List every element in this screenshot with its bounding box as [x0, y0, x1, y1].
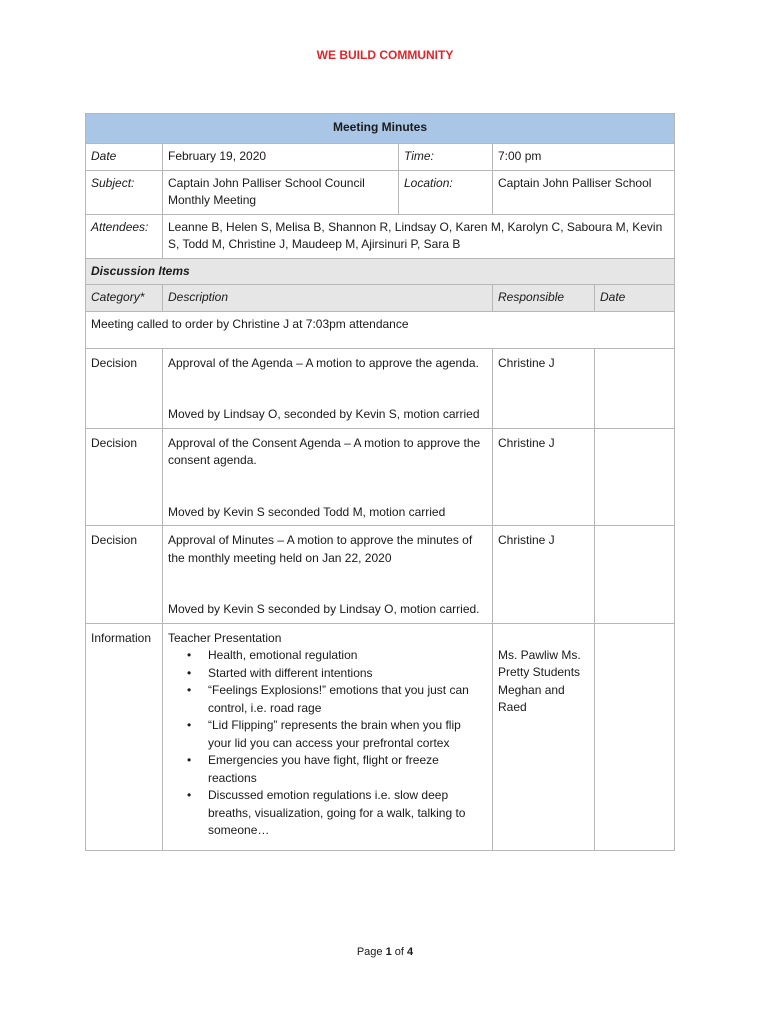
item-description: Teacher Presentation — [168, 630, 282, 645]
list-item: • Emergencies you have fight, flight or freeze reactions — [208, 752, 487, 787]
item-date — [595, 623, 675, 850]
subject-label: Subject: — [86, 170, 163, 214]
item-motion: Moved by Kevin S seconded by Lindsay O, motion carried. — [168, 602, 480, 616]
item-date — [595, 428, 675, 526]
item-responsible: Christine J — [493, 348, 595, 428]
attendees-label: Attendees: — [86, 214, 163, 258]
table-heading-row — [86, 114, 675, 144]
item-description-cell — [163, 348, 493, 428]
of-word: of — [394, 946, 404, 958]
item-date — [595, 348, 675, 428]
meeting-minutes-table — [85, 113, 675, 851]
item-motion: Moved by Lindsay O, seconded by Kevin S, motion carried — [168, 407, 480, 421]
list-item: • “Lid Flipping” represents the brain when you flip your lid you can access your prefrontal cortex — [208, 717, 487, 752]
location-label: Location: — [399, 170, 493, 214]
item-motion: Moved by Kevin S seconded Todd M, motion carried — [168, 504, 446, 519]
column-header-date: Date — [595, 285, 675, 312]
item-category: Information — [86, 623, 163, 850]
list-item: • Discussed emotion regulations i.e. slow deep breaths, visualization, going for a walk, talking to someone… — [208, 787, 487, 840]
item-description: Approval of the Consent Agenda – A motion to approve the consent agenda. — [168, 435, 481, 467]
date-row — [86, 144, 675, 171]
column-header-row — [86, 285, 675, 312]
page-current: 1 — [385, 946, 392, 958]
item-description-cell — [163, 623, 493, 850]
bullet-list — [168, 647, 487, 840]
list-item: • Started with different intentions — [208, 665, 487, 683]
call-to-order-row — [86, 311, 675, 348]
list-item: • Health, emotional regulation — [208, 647, 487, 665]
column-header-responsible: Responsible — [493, 285, 595, 312]
time-label: Time: — [399, 144, 493, 171]
table-heading: Meeting Minutes — [86, 114, 675, 144]
discussion-items-label: Discussion Items — [86, 258, 675, 285]
item-description-cell — [163, 526, 493, 624]
list-item: • “Feelings Explosions!” emotions that you just can control, i.e. road rage — [208, 682, 487, 717]
table-row — [86, 623, 675, 850]
column-header-description: Description — [163, 285, 493, 312]
item-description: Approval of the Agenda – A motion to approve the agenda. — [168, 355, 479, 370]
item-date — [595, 526, 675, 624]
item-spacer — [168, 372, 487, 406]
time-value: 7:00 pm — [493, 144, 675, 171]
item-spacer — [168, 470, 487, 504]
attendees-row — [86, 214, 675, 258]
item-description: Approval of Minutes – A motion to approve the minutes of the monthly meeting held on Jan 22, 2020 — [168, 533, 473, 565]
item-category: Decision — [86, 428, 163, 526]
table-row — [86, 348, 675, 428]
table-row — [86, 526, 675, 624]
date-value: February 19, 2020 — [163, 144, 399, 171]
location-value: Captain John Palliser School — [493, 170, 675, 214]
call-to-order-text: Meeting called to order by Christine J at 7:03pm attendance — [86, 311, 675, 348]
attendees-value: Leanne B, Helen S, Melisa B, Shannon R, Lindsay O, Karen M, Karolyn C, Saboura M, Kevin S, Todd M, Christine J, Maudeep M, Ajirsinuri P, Sara B — [163, 214, 675, 258]
item-spacer — [168, 567, 487, 601]
page-total: 4 — [407, 946, 414, 958]
page-word: Page — [356, 946, 383, 958]
page-footer — [0, 946, 770, 958]
subject-value: Captain John Palliser School Council Monthly Meeting — [163, 170, 399, 214]
item-responsible: Ms. Pawliw Ms. Pretty Students Meghan and Raed — [493, 623, 595, 850]
item-category: Decision — [86, 348, 163, 428]
table-row — [86, 428, 675, 526]
date-label: Date — [86, 144, 163, 171]
item-category: Decision — [86, 526, 163, 624]
document-title: WE BUILD COMMUNITY — [316, 48, 454, 62]
item-description-cell — [163, 428, 493, 526]
discussion-items-row — [86, 258, 675, 285]
subject-row — [86, 170, 675, 214]
item-responsible: Christine J — [493, 526, 595, 624]
item-responsible: Christine J — [493, 428, 595, 526]
column-header-category: Category* — [86, 285, 163, 312]
